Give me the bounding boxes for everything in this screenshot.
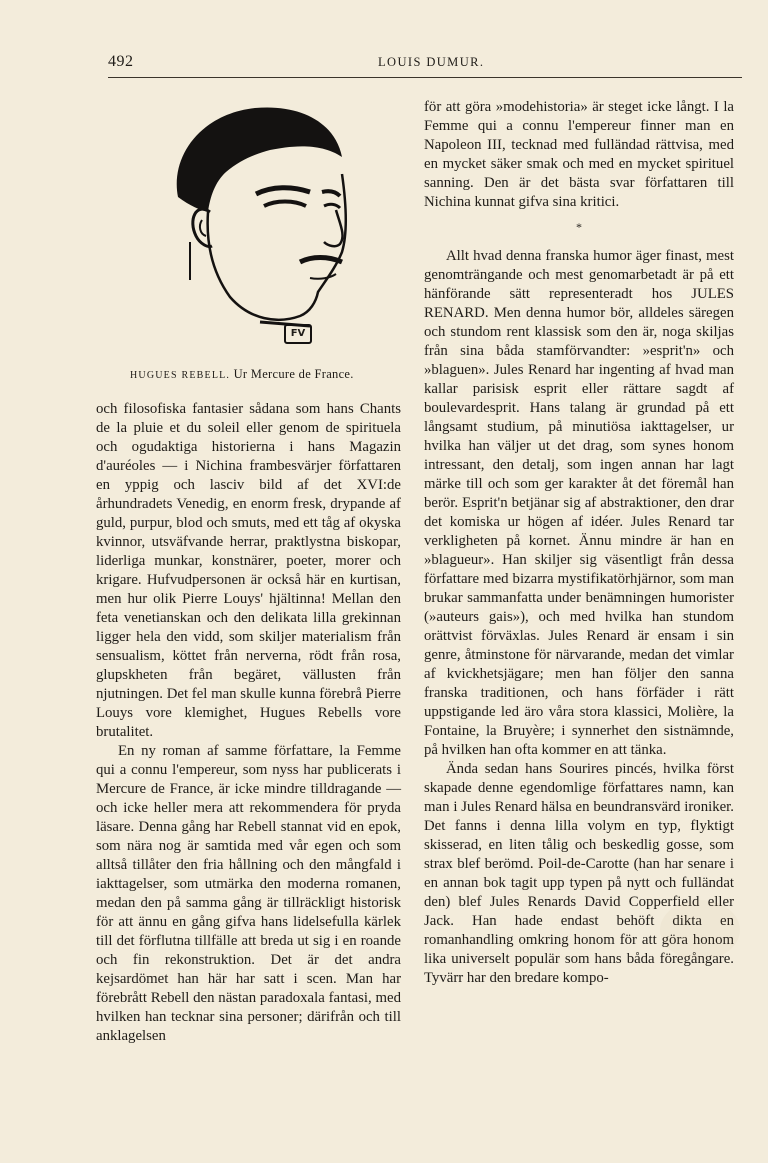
right-paragraph-1: för att göra »modehistoria» är steget icke långt. I la Femme qui a connu l'empereur finner man en Napoleon III, tecknad med fulländad rättvisa, med en mycket säker smak och med en mycket spirituel sanning. Den är det bästa svar författaren till Nichina kunnat gifva sina kritici. xyxy=(424,99,734,210)
left-column xyxy=(96,400,401,1046)
section-separator: * xyxy=(576,220,582,234)
right-column xyxy=(424,98,734,988)
left-paragraph-2: En ny roman af samme författare, la Femme qui a connu l'empereur, som nyss har publicerats i Mercure de France, är icke mindre tilldragande — och icke heller mera att rekommendera för pryda läsare. Denna gång har Rebell stannat vid en epok, som nära nog är samtida med vår egen och som alltså tillåter den fria hållning och den mångfald i iakttagelser, som utmärka den moderna romanen, medan den på samma gång är tillräckligt historisk för att ännu en gång gifva hans lidelsefulla kärlek till det förflutna tillfälle att breda ut sig i en roande och fin rekonstruktion. Det är det andra kejsardömet han här har satt i scen. Man har förebrått Rebell den nästan paradoxala fantasi, med hvilken han tecknar sina personer; därifrån och till anklagelsen xyxy=(96,743,401,1044)
page-header xyxy=(108,53,742,78)
right-paragraph-2: Allt hvad denna franska humor äger finast, mest genomträngande och mest genomarbetadt är på ett hänförande sätt representeradt hos JULES RENARD. Men denna humor bör, alldeles säregen och stundom rent klassisk som den är, noga skiljas från sina båda stamförvandter: »esprit'n» och »blaguen». Jules Renard har ingenting af hvad man kallar parisisk esprit eller rättare sagdt af boulevardesprit. Hans talang är grundad på ett långsamt studium, på minutiösa iakttagelser, ur hvilka han väljer ut det drag, som synes honom intressant, den detalj, som ingen annan har lagt märke till och som ger karakter åt det föremål han berör. Esprit'n betjänar sig af abstraktioner, den drar det komiska ur högen af idéer. Jules Renard tar verkligheten på kornet. Ännu mindre är han en »blagueur». Han skiljer sig väsentligt från dessa författare med bizarra mystifikatörhjärnor, som man brukar sammanfatta under benämningen humorister (»auteurs gais»), och med hvilka han stundom orättvist förväxlas. Jules Renard är ensam i sin genre, åtminstone för närvarande, medan det vimlar af kvickhetsjägare; men han följer den sanna franska traditionen, och hans förfäder i rätt uppstigande led äro våra stora klassici, Molière, la Fontaine, la Bruyère; i synnerhet den sistnämnde, på hvilken han ofta kommer en att tänka. xyxy=(424,248,734,758)
running-head: LOUIS DUMUR. xyxy=(378,55,485,69)
page-number: 492 xyxy=(108,53,134,70)
caricature-portrait xyxy=(160,102,360,342)
caricature-portrait-icon xyxy=(160,102,360,342)
right-paragraph-3: Ända sedan hans Sourires pincés, hvilka först skapade denne egendomlige författares namn, kan man i Jules Renard hälsa en beundransvärd ironiker. Det fanns i denna lilla volym en typ, flyktigt skisserad, en liten tålig och beskedlig gosse, som strax blef berömd. Poil-de-Carotte (han har senare i en annan bok tagit upp typen på nytt och fulländat den) blef Jules Renards David Copperfield eller Jack. Han hade endast behöft dikta en romanhandling omkring honom för att göra honom lika universelt populär som hans båda föregångare. Tyvärr har den bredare kompo- xyxy=(424,761,734,986)
paper-stain xyxy=(660,900,740,960)
monogram-badge: FV xyxy=(284,324,312,344)
caption-name: HUGUES REBELL. xyxy=(130,370,231,381)
left-paragraph-1: och filosofiska fantasier sådana som hans Chants de la pluie et du soleil eller genom de spirituela och ogudaktiga historierna i hans Magazin d'auréoles — i Nichina frambesvärjer författaren en yppig och lasciv bild af det XVI:de århundradets Venedig, en enorm fresk, drypande af guld, purpur, blod och smuts, med ett tåg af okyska kvinnor, utsväfvande herrar, praktlystna biskopar, liderliga munkar, konstnärer, poeter, morer och krigare. Hufvudpersonen är också här en kurtisan, men hur olik Pierre Louys' hjältinna! Mellan den feta venetianskan och den delikata lilla grekinnan ligger hela den vidd, som skiljer materialism från sensualism, köttet från nerverna, rödt från rosa, glupskheten från begäret, vällusten från njutningen. Det fel man skulle kunna förebrå Pierre Louys vore klemighet, Hugues Rebells vore brutalitet. xyxy=(96,401,401,740)
figure-caption xyxy=(130,367,400,382)
caption-source: Ur Mercure de France. xyxy=(233,367,354,381)
